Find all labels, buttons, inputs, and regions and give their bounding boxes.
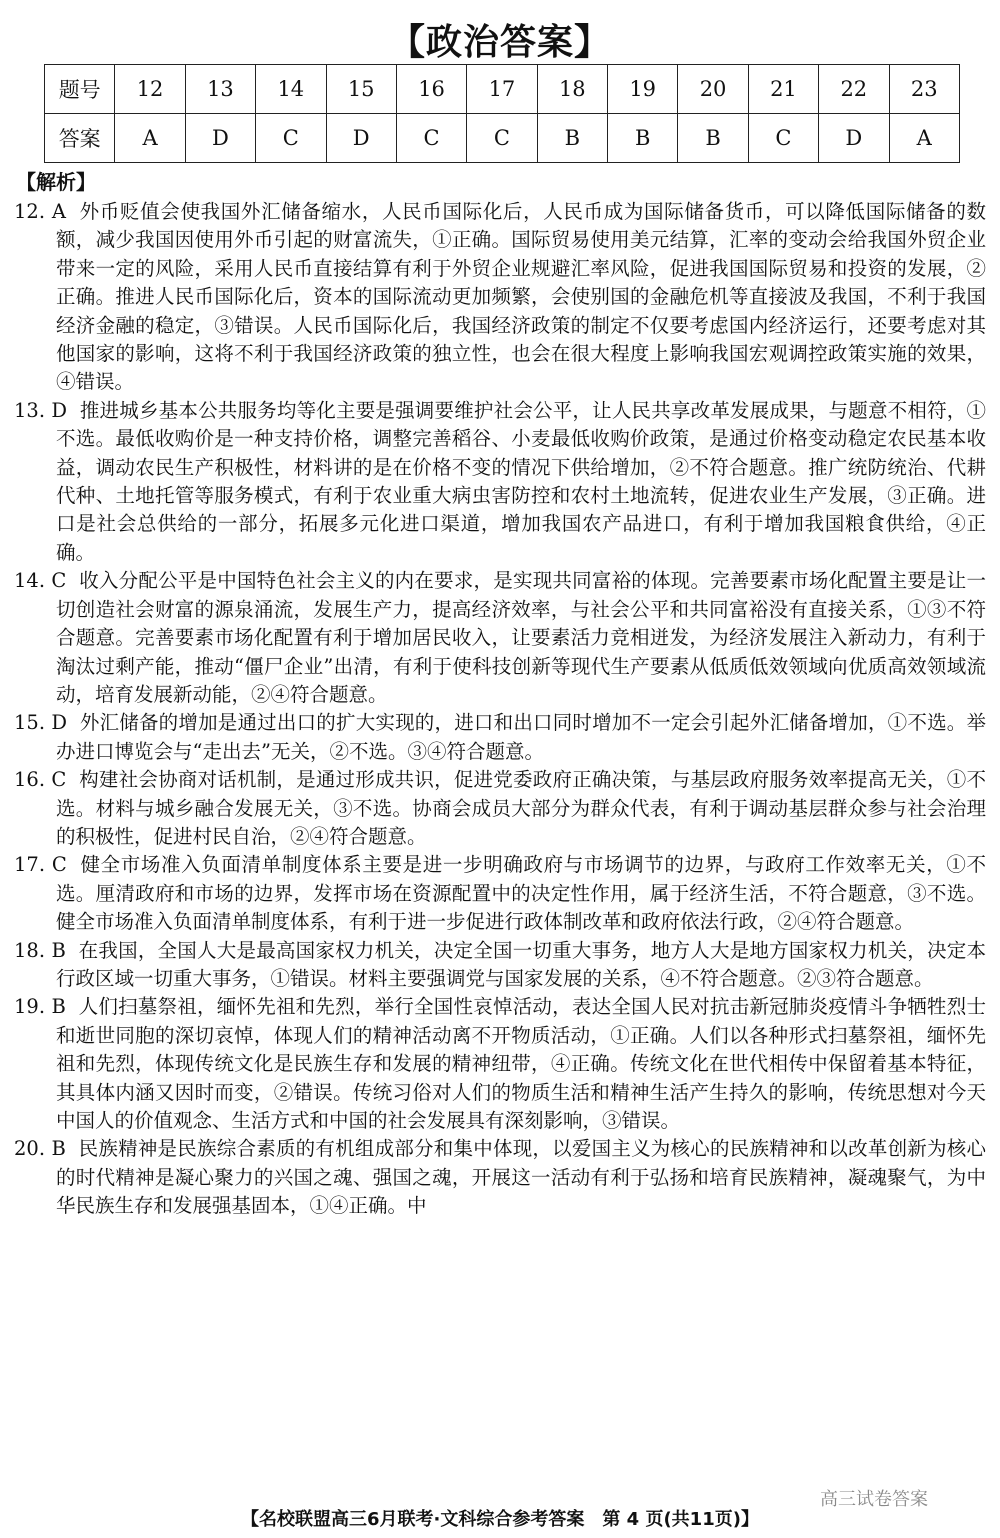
item-text: 人们扫墓祭祖，缅怀先祖和先烈，举行全国性哀悼活动，表达全国人民对抗击新冠肺炎疫情斗争牺牲烈士和逝世同胞的深切哀悼，体现人们的精神活动离不开物质活动，①正确。人们以各种形式扫墓祭祖，缅怀先祖和先烈，体现传统文化是民族生存和发展的精神纽带，④正确。传统文化在世代相传中保留着基本特征，其具体内涵又因时而变，②错误。传统习俗对人们的物质生活和精神生活产生持久的影响，传统思想对今天中国人的价值观念、生活方式和中国的社会发展具有深刻影响，③错误。 [56, 995, 986, 1132]
question-number: 20 [678, 65, 748, 114]
item-number: 18. B [14, 938, 66, 962]
item-number: 20. B [14, 1137, 66, 1161]
question-number: 15 [326, 65, 396, 114]
answer-cell: C [748, 114, 818, 163]
row-label-answer: 答案 [45, 114, 115, 163]
item-text: 外汇储备的增加是通过出口的扩大实现的，进口和出口同时增加不一定会引起外汇储备增加，①不选。举办进口博览会与“走出去”无关，②不选。③④符合题意。 [56, 711, 986, 763]
question-number: 14 [256, 65, 326, 114]
analysis-item [14, 766, 986, 851]
item-text: 外币贬值会使我国外汇储备缩水，人民币国际化后，人民币成为国际储备货币，可以降低国际储备的数额，减少我国因使用外币引起的财富流失，①正确。国际贸易使用美元结算，汇率的变动会给我国外贸企业带来一定的风险，采用人民币直接结算有利于外贸企业规避汇率风险，促进我国国际贸易和投资的发展，②正确。推进人民币国际化后，资本的国际流动更加频繁，会使别国的金融危机等直接波及我国，不利于我国经济金融的稳定，③错误。人民币国际化后，我国经济政策的制定不仅要考虑国内经济运行，还要考虑对其他国家的影响，这将不利于我国经济政策的独立性，也会在很大程度上影响我国宏观调控政策实施的效果，④错误。 [56, 200, 986, 394]
question-number: 13 [185, 65, 255, 114]
analysis-item [14, 567, 986, 709]
answer-cell: D [185, 114, 255, 163]
question-number: 17 [467, 65, 537, 114]
row-label-number: 题号 [45, 65, 115, 114]
question-number-row [45, 65, 960, 114]
item-text: 收入分配公平是中国特色社会主义的内在要求，是实现共同富裕的体现。完善要素市场化配置主要是让一切创造社会财富的源泉涌流，发展生产力，提高经济效率，与社会公平和共同富裕没有直接关系，①③不符合题意。完善要素市场化配置有利于增加居民收入，让要素活力竞相迸发，为经济发展注入新动力，有利于淘汰过剩产能，推动“僵尸企业”出清，有利于使科技创新等现代生产要素从低质低效领域向优质高效领域流动，培育发展新动能，②④符合题意。 [56, 569, 986, 706]
item-number: 19. B [14, 995, 66, 1019]
item-text: 健全市场准入负面清单制度体系主要是进一步明确政府与市场调节的边界，与政府工作效率无关，①不选。厘清政府和市场的边界，发挥市场在资源配置中的决定性作用，属于经济生活，不符合题意，③不选。健全市场准入负面清单制度体系，有利于进一步促进行政体制改革和政府依法行政，②④符合题意。 [56, 853, 986, 934]
question-number: 12 [115, 65, 185, 114]
watermark-text: 高三试卷答案 [820, 1489, 928, 1510]
answer-cell: C [256, 114, 326, 163]
analysis-item [14, 397, 986, 567]
question-number: 18 [537, 65, 607, 114]
answer-cell: A [115, 114, 185, 163]
item-number: 13. D [14, 398, 68, 422]
answer-cell: A [889, 114, 960, 163]
answer-table [44, 64, 960, 163]
answer-cell: D [819, 114, 889, 163]
analysis-item [14, 851, 986, 936]
answer-cell: D [326, 114, 396, 163]
question-number: 16 [396, 65, 466, 114]
analysis-content [14, 198, 986, 1221]
analysis-item [14, 198, 986, 397]
answer-cell: B [537, 114, 607, 163]
answer-cell: C [467, 114, 537, 163]
item-text: 民族精神是民族综合素质的有机组成部分和集中体现，以爱国主义为核心的民族精神和以改革创新为核心的时代精神是凝心聚力的兴国之魂、强国之魂，开展这一活动有利于弘扬和培育民族精神，凝魂聚气，为中华民族生存和发展强基固本，①④正确。中 [56, 1137, 986, 1218]
question-number: 19 [608, 65, 678, 114]
answer-cell: B [678, 114, 748, 163]
analysis-heading: 【解析】 [16, 170, 96, 194]
analysis-item [14, 993, 986, 1135]
analysis-item [14, 937, 986, 994]
item-number: 16. C [14, 768, 67, 792]
analysis-item [14, 709, 986, 766]
item-number: 12. A [14, 200, 66, 223]
question-number: 22 [819, 65, 889, 114]
item-text: 构建社会协商对话机制，是通过形成共识，促进党委政府正确决策，与基层政府服务效率提高无关，①不选。材料与城乡融合发展无关，③不选。协商会成员大部分为群众代表，有利于调动基层群众参与社会治理的积极性，促进村民自治，②④符合题意。 [56, 768, 986, 848]
question-number: 21 [748, 65, 818, 114]
item-number: 15. D [14, 711, 68, 735]
question-number: 23 [889, 65, 960, 114]
item-number: 17. C [14, 853, 67, 877]
page-footer: 【名校联盟高三6月联考·文科综合参考答案 第 4 页(共11页)】 [241, 1509, 759, 1530]
analysis-item [14, 1135, 986, 1220]
item-number: 14. C [14, 569, 67, 593]
item-text: 推进城乡基本公共服务均等化主要是强调要维护社会公平，让人民共享改革发展成果，与题意不相符，①不选。最低收购价是一种支持价格，调整完善稻谷、小麦最低收购价政策，是通过价格变动稳定农民基本收益，调动农民生产积极性，材料讲的是在价格不变的情况下供给增加，②不符合题意。推广统防统治、代耕代种、土地托管等服务模式，有利于农业重大病虫害防控和农村土地流转，促进农业生产发展，③正确。进口是社会总供给的一部分，拓展多元化进口渠道，增加我国农产品进口，有利于增加我国粮食供给，④正确。 [56, 398, 986, 564]
answer-cell: B [608, 114, 678, 163]
item-text: 在我国，全国人大是最高国家权力机关，决定全国一切重大事务，地方人大是地方国家权力机关，决定本行政区域一切重大事务，①错误。材料主要强调党与国家发展的关系，④不符合题意。②③符合题意。 [56, 938, 986, 990]
page-title: 【政治答案】 [388, 22, 611, 63]
answer-row [45, 114, 960, 163]
answer-cell: C [396, 114, 466, 163]
